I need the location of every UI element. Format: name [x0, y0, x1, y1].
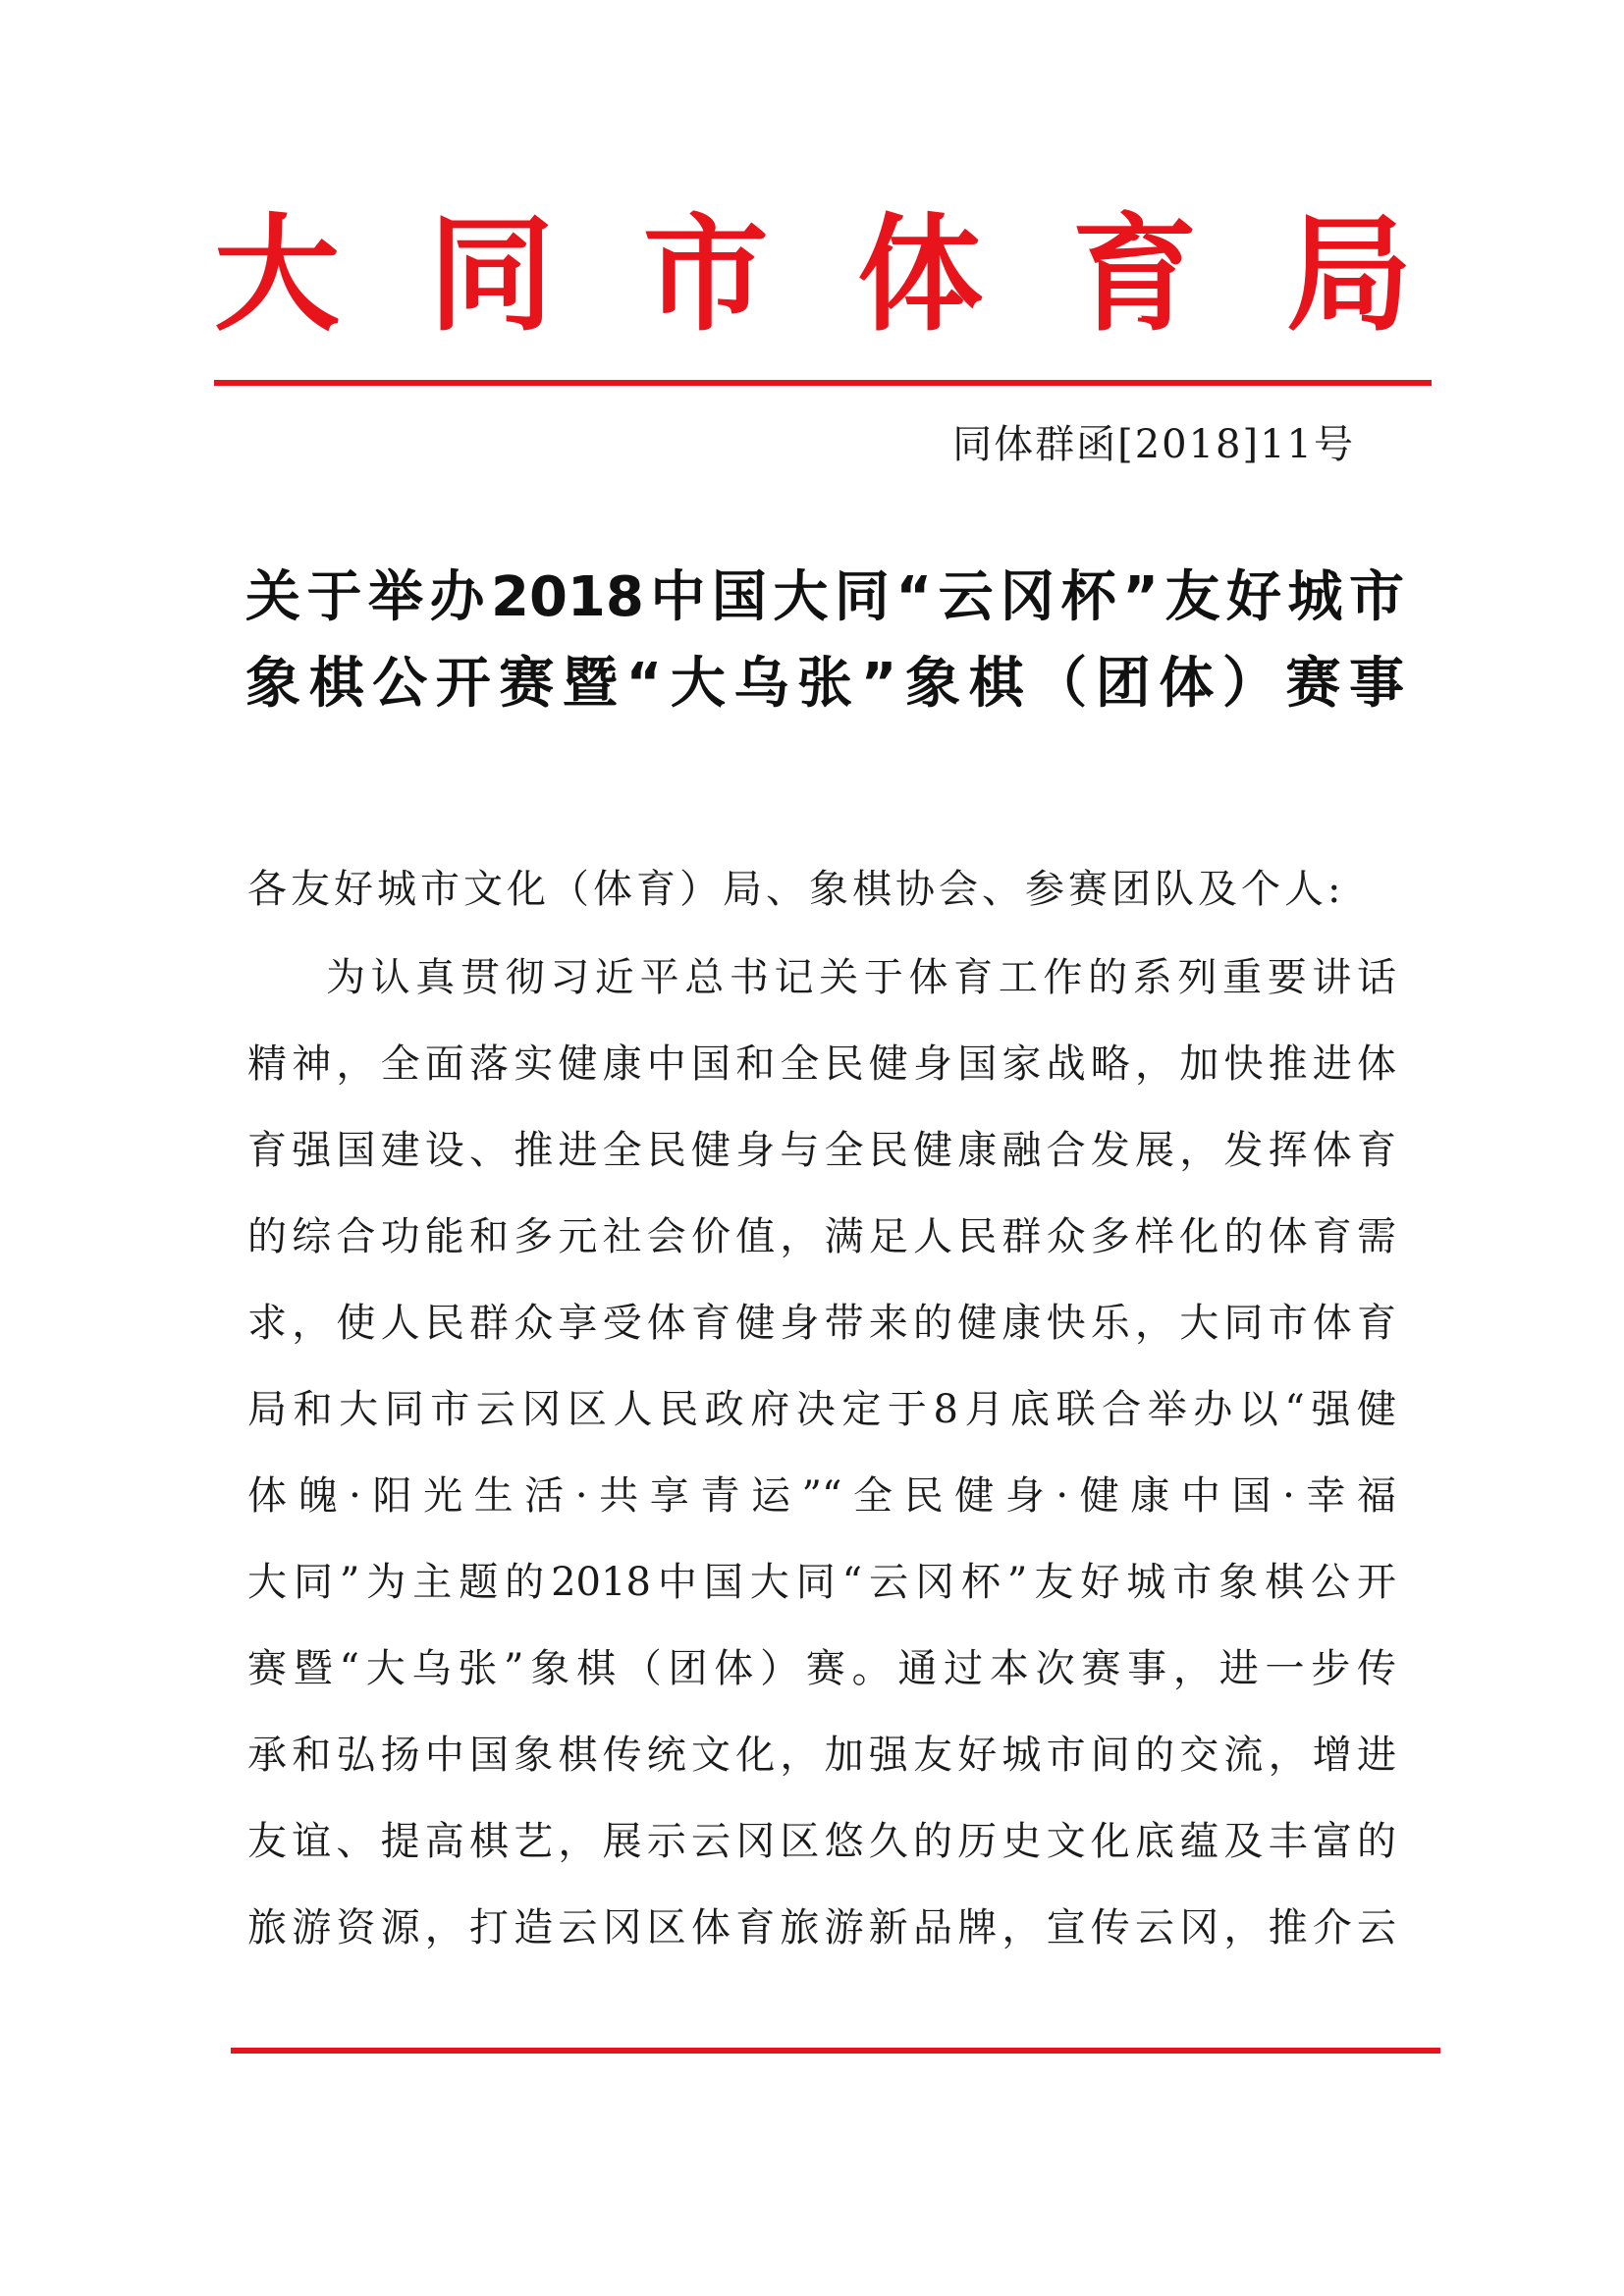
body-line: 大同”为主题的2018中国大同“云冈杯”友好城市象棋公开 [247, 1560, 1396, 1605]
body-line: 精神，全面落实健康中国和全民健身国家战略，加快推进体 [247, 1041, 1396, 1087]
body-line: 的综合功能和多元社会价值，满足人民群众多样化的体育需 [247, 1214, 1396, 1259]
body-line: 求，使人民群众享受体育健身带来的健康快乐，大同市体育 [247, 1301, 1396, 1346]
body-line: 赛暨“大乌张”象棋（团体）赛。通过本次赛事，进一步传 [247, 1646, 1396, 1691]
page-divider-bottom [231, 2048, 1440, 2054]
body-line: 承和弘扬中国象棋传统文化，加强友好城市间的交流，增进 [247, 1733, 1396, 1778]
notice-title-line: 象棋公开赛暨“大乌张”象棋（团体）赛事 [245, 652, 1404, 716]
body-line: 旅游资源，打造云冈区体育旅游新品牌，宣传云冈，推介云 [247, 1905, 1396, 1950]
notice-title-line: 关于举办2018中国大同“云冈杯”友好城市 [245, 565, 1404, 629]
letterhead-char: 育 [1071, 201, 1198, 348]
letterhead-char: 大 [214, 201, 341, 348]
body-line: 体魄·阳光生活·共享青运”“全民健身·健康中国·幸福 [247, 1473, 1396, 1519]
body-paragraph [247, 934, 1396, 1971]
body-line: 为认真贯彻习近平总书记关于体育工作的系列重要讲话 [326, 955, 1396, 1000]
letterhead-char: 同 [428, 201, 555, 348]
letterhead-char: 市 [642, 201, 769, 348]
body-line: 友谊、提高棋艺，展示云冈区悠久的历史文化底蕴及丰富的 [247, 1819, 1396, 1864]
letterhead-char: 体 [857, 201, 984, 348]
body-line: 局和大同市云冈区人民政府决定于8月底联合举办以“强健 [247, 1387, 1396, 1432]
notice-title [245, 555, 1404, 727]
body-line: 育强国建设、推进全民健身与全民健康融合发展，发挥体育 [247, 1128, 1396, 1173]
document-number: 同体群函[2018]11号 [952, 422, 1355, 467]
letterhead-char: 局 [1285, 201, 1412, 348]
letterhead-divider-top [214, 380, 1432, 386]
salutation: 各友好城市文化（体育）局、象棋协会、参赛团队及个人: [247, 867, 1345, 912]
letterhead-title [214, 201, 1412, 348]
